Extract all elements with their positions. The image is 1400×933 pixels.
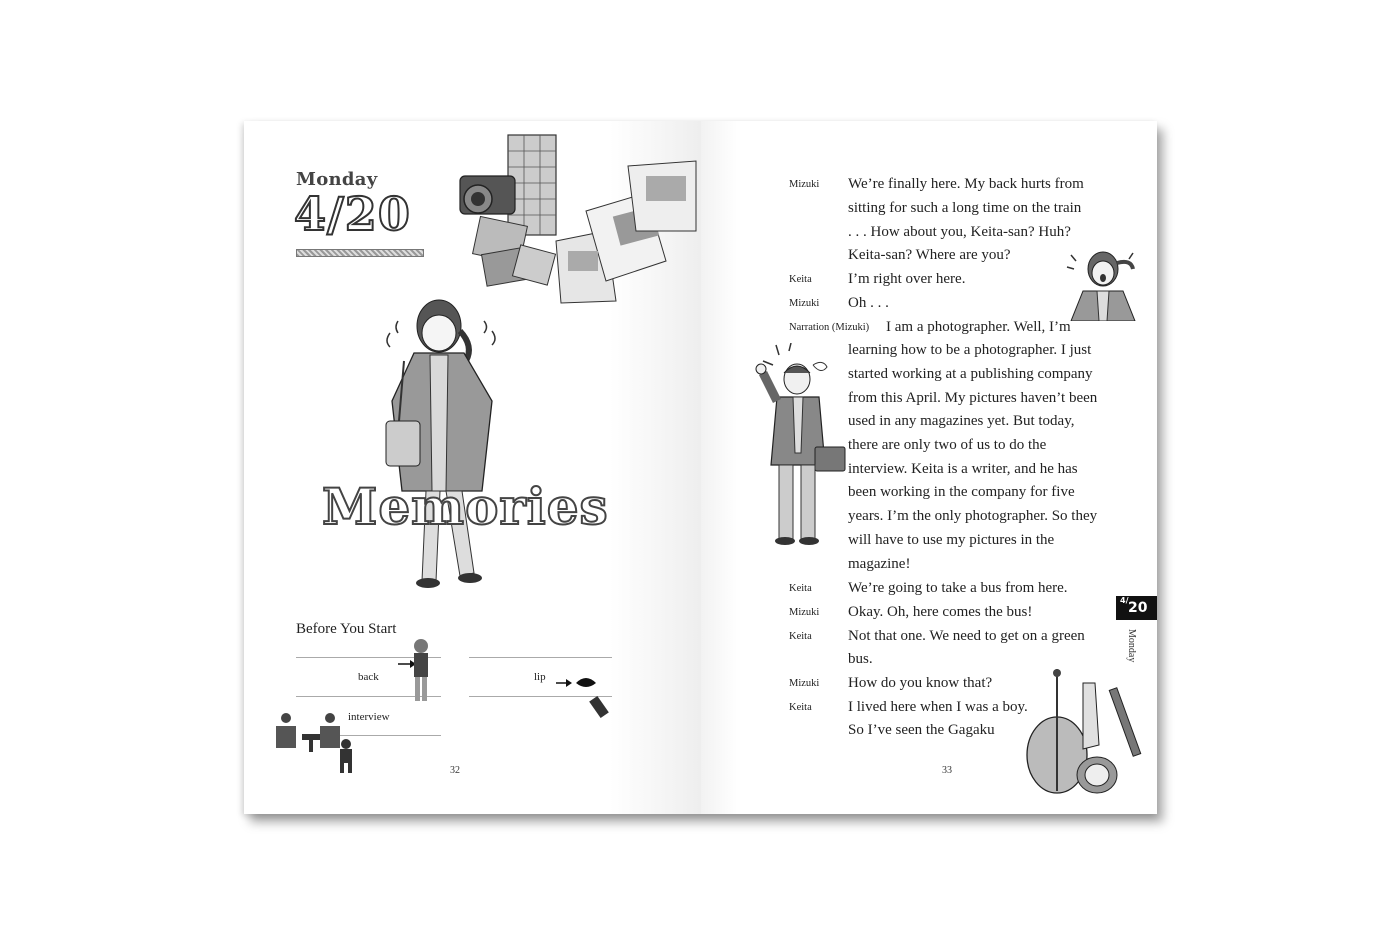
page-number: 32 — [450, 765, 460, 776]
dialogue-line: I am a photographer. Well, I’m — [886, 319, 1071, 335]
vocab-divider — [469, 657, 612, 658]
date-underline — [296, 249, 424, 257]
dialogue-line: been working in the company for five — [848, 484, 1075, 500]
before-you-start-heading: Before You Start — [296, 621, 397, 637]
dialogue-line: started working at a publishing company — [848, 366, 1093, 382]
dialogue-line: magazine! — [848, 556, 911, 572]
angry-man-with-briefcase-illustration — [749, 343, 859, 545]
lip-lipstick-icon — [554, 669, 616, 721]
speaker-label: Keita — [789, 631, 812, 642]
vocab-word-lip: lip — [534, 671, 546, 683]
speaker-label: Mizuki — [789, 607, 820, 618]
interview-scene-icon — [274, 706, 364, 776]
dialogue-line: will have to use my pictures in the — [848, 532, 1055, 548]
dialogue-line: used in any magazines yet. But today, — [848, 413, 1075, 429]
dialogue-line: learning how to be a photographer. I just — [848, 342, 1092, 358]
tab-day: 20 — [1128, 600, 1148, 616]
dialogue-line: interview. Keita is a writer, and he has — [848, 461, 1078, 477]
surprised-girl-illustration — [1063, 245, 1141, 321]
speaker-label: Keita — [789, 274, 812, 285]
dialogue-line: I’m right over here. — [848, 271, 966, 287]
chapter-weekday: Monday — [296, 169, 378, 190]
speaker-label: Mizuki — [789, 678, 820, 689]
book-spread — [244, 121, 1157, 814]
left-page — [244, 121, 701, 814]
dialogue-line: Keita-san? Where are you? — [848, 247, 1011, 263]
dialogue-line: We’re finally here. My back hurts from — [848, 176, 1084, 192]
gagaku-instruments-illustration — [1023, 669, 1153, 799]
chapter-tab — [1116, 596, 1157, 620]
dialogue-line: sitting for such a long time on the train — [848, 200, 1082, 216]
tab-weekday: Monday — [1126, 629, 1137, 663]
tab-month: 4/ — [1120, 596, 1129, 605]
dialogue-line: So I’ve seen the Gagaku — [848, 722, 995, 738]
dialogue-line: from this April. My pictures haven’t been — [848, 390, 1098, 406]
speaker-label: Keita — [789, 583, 812, 594]
speaker-label: Mizuki — [789, 179, 820, 190]
speaker-label: Narration (Mizuki) — [789, 322, 870, 333]
dialogue-line: . . . How about you, Keita-san? Huh? — [848, 224, 1071, 240]
dialogue-line: We’re going to take a bus from here. — [848, 580, 1068, 596]
speaker-label: Keita — [789, 702, 812, 713]
dialogue-line: years. I’m the only photographer. So they — [848, 508, 1098, 524]
camera-magazines-illustration — [456, 131, 701, 306]
chapter-title: Memories — [322, 477, 609, 536]
dialogue-line: bus. — [848, 651, 873, 667]
dialogue-line: Okay. Oh, here comes the bus! — [848, 604, 1033, 620]
chapter-date: 4/20 — [294, 187, 411, 241]
dialogue-line: there are only two of us to do the — [848, 437, 1047, 453]
dialogue-line: Oh . . . — [848, 295, 889, 311]
dialogue-line: Not that one. We need to get on a green — [848, 628, 1085, 644]
right-page — [701, 121, 1157, 814]
page-number: 33 — [942, 765, 952, 776]
dialogue-line: I lived here when I was a boy. — [848, 699, 1028, 715]
back-figure-icon — [396, 636, 436, 706]
speaker-label: Mizuki — [789, 298, 820, 309]
dialogue-line: How do you know that? — [848, 675, 993, 691]
vocab-word-interview: interview — [348, 711, 390, 723]
vocab-word-back: back — [358, 671, 379, 683]
girl-with-bag-illustration — [374, 291, 524, 591]
